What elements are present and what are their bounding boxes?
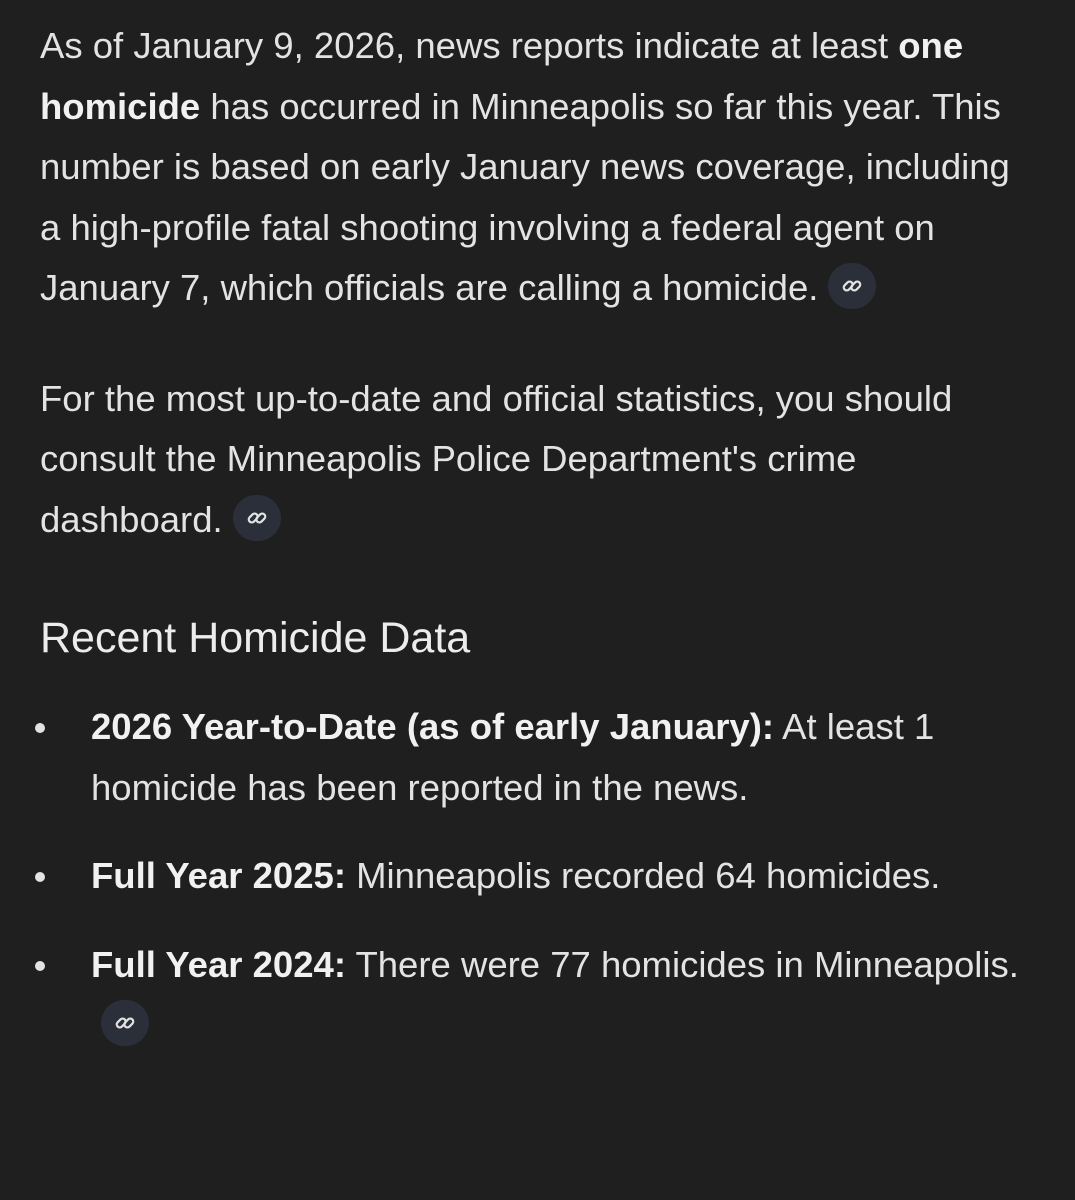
link-icon xyxy=(245,506,269,530)
bullet-text: There were 77 homicides in Minneapolis. xyxy=(345,943,1019,985)
bullet-label: 2026 Year-to-Date (as of early January): xyxy=(91,706,775,747)
source-link-button[interactable] xyxy=(101,1000,149,1046)
list-item xyxy=(40,697,1040,818)
list-item xyxy=(40,846,1040,907)
link-icon xyxy=(113,1011,137,1035)
list-item xyxy=(40,935,1040,1056)
ai-answer xyxy=(40,16,1040,1084)
intro-text-before: As of January 9, 2026, news reports indicate at least xyxy=(40,25,899,66)
bullet-label: Full Year 2024: xyxy=(91,943,346,985)
bullet-text: At least 1 homicide has been reported in the news. xyxy=(91,706,935,808)
link-icon xyxy=(840,274,864,298)
intro-bold: one homicide xyxy=(40,25,964,127)
source-link-button[interactable] xyxy=(828,263,876,309)
bullet-text: Minneapolis recorded 64 homicides. xyxy=(345,855,941,896)
bullet-icon xyxy=(35,872,45,882)
intro-text-after: has occurred in Minneapolis so far this year. This number is based on early January news coverage, including a high-profile fatal shooting involving a federal agent on January 7, which officials are calling a homicide. xyxy=(40,85,1010,308)
bullet-icon xyxy=(35,723,45,733)
intro-paragraph xyxy=(40,16,1040,319)
bullet-icon xyxy=(35,961,45,971)
bullet-label: Full Year 2025: xyxy=(91,855,346,896)
dashboard-link-button[interactable] xyxy=(233,495,281,541)
official-text: For the most up-to-date and official statistics, you should consult the Minneapolis Police Department's crime dashboard. xyxy=(40,377,953,540)
section-title: Recent Homicide Data xyxy=(40,614,471,662)
official-paragraph xyxy=(40,369,1040,551)
homicide-data-list xyxy=(40,697,1040,1056)
